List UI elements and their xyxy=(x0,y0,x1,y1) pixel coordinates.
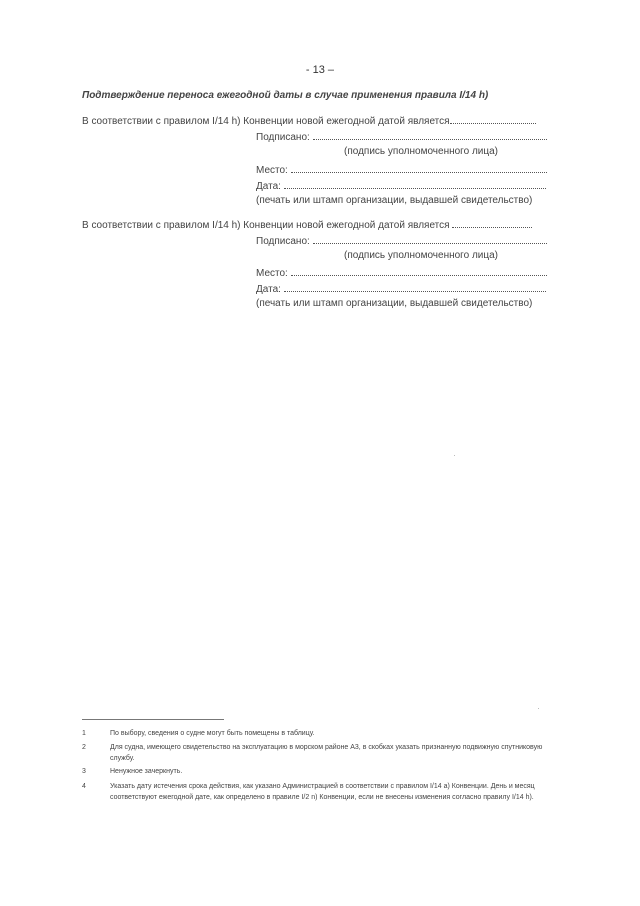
new-annual-date-field[interactable] xyxy=(452,218,532,228)
scan-speck xyxy=(454,455,455,456)
footnote-text: По выбору, сведения о судне могут быть помещены в таблицу. xyxy=(110,730,315,737)
scan-speck xyxy=(538,708,539,709)
date-field[interactable] xyxy=(284,179,546,189)
new-annual-date-line xyxy=(82,218,532,231)
place-field[interactable] xyxy=(291,163,547,173)
new-annual-date-field[interactable] xyxy=(450,114,536,124)
signed-field[interactable] xyxy=(313,234,547,244)
seal-caption: (печать или штамп организации, выдавшей свидетельство) xyxy=(256,298,533,309)
footnote-text: Указать дату истечения срока действия, как указано Администрацией в соответствии с правилом I/14 а) Конвенции. День и месяц соответствуют ежегодной дате, как определено в правиле I/2 n) Конвенции, если не внесены изменения согласно правилу I/14 h). xyxy=(110,783,535,801)
footnote-text: Ненужное зачеркнуть. xyxy=(110,768,183,775)
footnote-number: 2 xyxy=(82,744,86,751)
place-line xyxy=(256,266,547,279)
section-heading: Подтверждение переноса ежегодной даты в случае применения правила I/14 h) xyxy=(82,90,489,101)
place-line xyxy=(256,163,547,176)
new-annual-date-label: В соответствии с правилом I/14 h) Конвенции новой ежегодной датой является xyxy=(82,220,450,231)
footnote-number: 3 xyxy=(82,768,86,775)
place-field[interactable] xyxy=(291,266,547,276)
place-label: Место: xyxy=(256,268,288,279)
signature-caption: (подпись уполномоченного лица) xyxy=(344,250,498,261)
signed-label: Подписано: xyxy=(256,132,310,143)
place-label: Место: xyxy=(256,165,288,176)
date-label: Дата: xyxy=(256,181,281,192)
signed-label: Подписано: xyxy=(256,236,310,247)
page-number: - 13 – xyxy=(305,64,335,76)
new-annual-date-line xyxy=(82,114,536,127)
signature-caption: (подпись уполномоченного лица) xyxy=(344,146,498,157)
signed-line xyxy=(256,234,547,247)
date-line xyxy=(256,282,546,295)
footnote-separator xyxy=(82,719,224,720)
date-field[interactable] xyxy=(284,282,546,292)
footnote-number: 1 xyxy=(82,730,86,737)
new-annual-date-label: В соответствии с правилом I/14 h) Конвенции новой ежегодной датой является xyxy=(82,116,450,127)
footnote-text: Для судна, имеющего свидетельство на эксплуатацию в морском районе А3, в скобках указать признанную подвижную спутниковую службу. xyxy=(110,744,543,762)
date-line xyxy=(256,179,546,192)
date-label: Дата: xyxy=(256,284,281,295)
signed-line xyxy=(256,130,547,143)
footnote-number: 4 xyxy=(82,783,86,790)
signed-field[interactable] xyxy=(313,130,547,140)
seal-caption: (печать или штамп организации, выдавшей свидетельство) xyxy=(256,195,533,206)
